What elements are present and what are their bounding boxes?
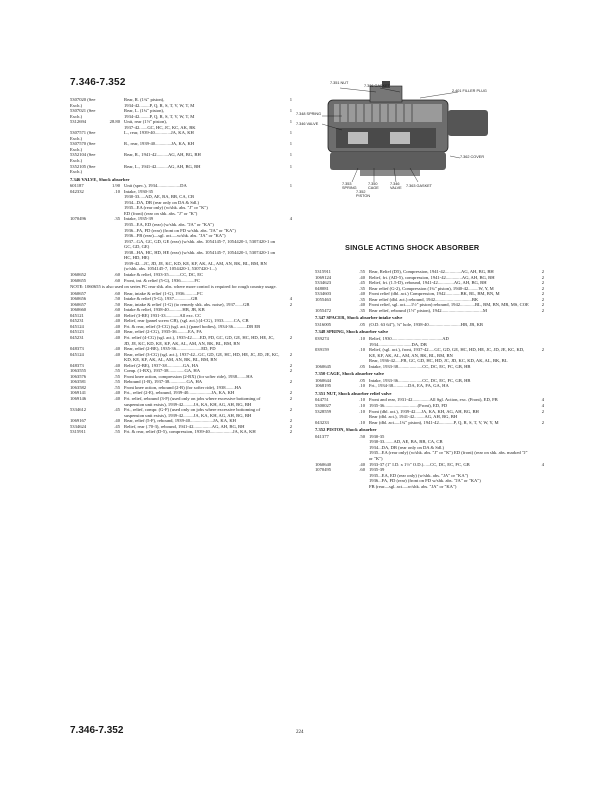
price: .35 — [359, 307, 365, 313]
description: Rear (dbl. act.—1¾" piston), 1941-42.............P, Q, R, S, T, V, W, Y, M — [369, 419, 499, 425]
price: .50 — [114, 296, 120, 302]
quantity — [532, 467, 544, 489]
part-entry — [70, 108, 292, 119]
price: .45 — [114, 423, 120, 429]
quantity: 2 — [289, 418, 292, 424]
part-entry — [315, 308, 544, 314]
description: Front knee action, rebound (2-B) (for softer ride), 1938........HA — [124, 384, 242, 390]
price: .05 — [359, 321, 365, 327]
description: Unit (spec.), 1934....................DA — [124, 183, 187, 189]
part-number: 039159 — [315, 347, 329, 353]
part-number: 1063581 — [70, 379, 87, 385]
quantity: 2 — [289, 407, 292, 413]
quantity: 2 — [289, 395, 292, 401]
quantity: 1 — [289, 97, 292, 102]
quantity: 4 — [541, 397, 544, 403]
part-entry — [315, 364, 544, 370]
description: Unit, rear (1½" piston), 1937-42.......GC, HC, JC, KC, AK, BK — [124, 119, 196, 130]
part-entry — [70, 429, 292, 435]
description: Relief, 1930............................................AD 1934.............................DA, DB — [369, 336, 449, 347]
description: Frt. relief (4-CG) (sgl. act.), 1935-42.......ED, FD, GC, GD, GE, HC, HD, HE, JC, JD, JE, KC, KD, KE, KF, AK, AL, AM, AN, BK, BL, BM, BN — [124, 334, 275, 346]
part-number: 5352104 (See Exch.) — [70, 152, 96, 164]
part-entry — [315, 467, 544, 489]
part-entry — [70, 119, 292, 130]
part-entry — [70, 141, 292, 152]
price: .10 — [359, 419, 365, 425]
price: .40 — [114, 318, 120, 324]
description: Frt. & rear, relief (3-CG) (sgl. act.) (panel bodies), 1934-36............DB EB — [124, 323, 261, 329]
label-cover: 7.362 COVER — [460, 155, 485, 159]
price: .10 — [359, 336, 365, 342]
section-heading: 7.352 PISTON, Shock absorber — [315, 427, 377, 433]
price: .40 — [114, 346, 120, 352]
part-number: 5334623 — [315, 280, 332, 286]
description: Frt., 1934-38.............DA, EA, FA, GA, HA — [369, 383, 449, 389]
part-number: 045231 — [70, 334, 84, 340]
quantity: 2 — [289, 351, 292, 357]
description: Relief (3-RE) 1931-33............All exc. CC — [124, 312, 202, 318]
quantity: 2 — [289, 429, 292, 435]
quantity — [280, 189, 292, 217]
part-number: 1063582 — [70, 384, 87, 390]
part-number: 044751 — [315, 397, 329, 403]
part-number: 1070496 — [70, 216, 87, 222]
price: .55 — [114, 379, 120, 385]
price — [104, 164, 124, 175]
price: .40 — [114, 323, 120, 329]
description: Rear, relief (5-F), rebound, 1939-40....................JA, KA, KH — [124, 418, 236, 424]
label-gasket-bottom: 7.363 GASKET — [406, 184, 432, 188]
part-number: 1069141 — [70, 390, 87, 396]
quantity: 2 — [541, 269, 544, 274]
shock-absorber-diagram — [296, 78, 515, 198]
part-number: 045124 — [70, 323, 84, 329]
label-spring-left: 7.348 SPRING — [296, 112, 322, 116]
description: Rear, R., 1941-42..........AG, AH, BG, BH — [124, 152, 201, 158]
label-valve-left: 7.346 VALVE — [296, 122, 319, 126]
description: Front, int. & relief (5-G), 1936............FC — [124, 277, 201, 283]
quantity: 2 — [541, 296, 544, 302]
description: Intake & relief, 1938-40............HB, JB, KB — [124, 307, 205, 313]
description: Front relief (dbl. act.) Compression, 1942.............BK, BL, BM, BN, M — [369, 291, 500, 297]
price: .40 — [114, 362, 120, 368]
part-entry — [70, 164, 292, 175]
quantity: 2 — [289, 423, 292, 429]
section-heading: 7.348 SPRING, Shock absorber valve — [315, 329, 389, 335]
description: 1935-36.............................(Front), ED, FD — [369, 403, 448, 409]
quantity: 2 — [289, 379, 292, 385]
part-number: 5334612 — [70, 407, 87, 413]
price: .40 — [359, 461, 365, 467]
description: Frt. & rear, relief (D-5), compression, 1939-40....................JA, KA, KH — [124, 429, 256, 435]
description: Intake & relief (5-G), 1937...............GB — [124, 296, 198, 302]
part-entry — [70, 278, 292, 284]
part-number: 1060660 — [70, 307, 87, 313]
description: Intake & relief, 1933-35..........CC, DC, EC — [124, 271, 204, 277]
price: .40 — [359, 291, 365, 297]
part-number: 048081 — [315, 285, 329, 291]
description: Relief (2-BE), 1937-38..............GA, HA — [124, 362, 199, 368]
price: .10 — [359, 347, 365, 353]
description: Intake, 1933-36.....................CC, DC, EC, FC, GB, HB — [369, 377, 471, 383]
part-number: 5328559 — [315, 408, 332, 414]
price — [104, 108, 124, 119]
price: .40 — [114, 351, 120, 357]
part-number: 045123 — [70, 329, 84, 335]
quantity: 2 — [541, 285, 544, 291]
part-number: 1060640 — [315, 461, 332, 467]
price: .10 — [359, 397, 365, 403]
price: .10 — [359, 383, 365, 389]
part-number: 1069124 — [315, 274, 332, 280]
description: Relief, frt. (1.5-D), rebound, 1941-42..............AG, AH, BG, BH — [369, 280, 487, 286]
price: .40 — [114, 418, 120, 424]
part-number: 1068195 — [315, 383, 332, 389]
part-number: 041377 — [315, 433, 329, 439]
label-valve-bottom: 7.346 VALVE — [390, 182, 402, 190]
part-entry — [315, 420, 544, 426]
part-number: 1063576 — [70, 373, 87, 379]
description: Rear relief, rebound (1½" piston), 1942....................................M — [369, 307, 487, 313]
description: Rear relief (dbl. act.) rebound, 1942................................BK — [369, 296, 479, 302]
quantity: 2 — [541, 274, 544, 280]
quantity: 1 — [289, 163, 292, 169]
description: Rear, intake & relief (1-G), 1936...........FC — [124, 290, 203, 296]
quantity: 2 — [541, 419, 544, 425]
part-number: 045121 — [70, 312, 84, 318]
part-number: 1063555 — [70, 368, 87, 374]
part-entry — [315, 347, 544, 364]
description: 1930-35 1930-33........AD, AE, BA, BB, CA, CB 1934...DA, DB (rear only on DA & Sdl.) 1935...EA (rear only) (w/shk. abs. "J" or "K") ED (front) (rear on shk. abs. marked "J" or "K") — [369, 433, 528, 461]
quantity: 2 — [541, 302, 544, 308]
description: Relief, rear (panel screw CB), (sgl. act.) (4-CG), 1933.........CA, CB — [124, 318, 249, 324]
description: Front (dbl. act.), 1939-42.....JA, KA, KH, AG, AH, BG, BH Rear (dbl. act.), 1941-42.........AG, AH, BG, BH — [369, 408, 479, 420]
price: .45 — [114, 407, 120, 413]
quantity: 2 — [289, 362, 292, 368]
price: .60 — [359, 467, 365, 473]
part-entry — [315, 336, 544, 347]
part-entry — [315, 383, 544, 389]
part-number: 601187 — [70, 183, 84, 189]
description: Comp. (1-BX), 1937-38..............GA, HA — [124, 368, 201, 374]
quantity — [532, 322, 544, 328]
description: Rear, relief (2-BE), 1935-36......................ED, FD — [124, 346, 216, 352]
part-number: 5352105 (See Exch.) — [70, 163, 96, 175]
right-column — [315, 269, 544, 489]
description: Front knee action, compression (2-BX) (for softer ride), 1938........HA — [124, 373, 253, 379]
description: Intake, 1935-39 1935...EA, ED (rear) (w/shk. abs. "JA" or "KA") 1936...FA, FD (rear) (front on FD w/shk. abs. "JA" or "KA") 1936...FB (rear)—sgl. act.—w/shk. abs. "JA" or "KA") 1937...GA, GC, GD, GE (rear) (w/shk. abs. 1054145-7, 1054420-1, 5307420-1 on GC, GD, GE) 1938...HA, HC, HD, HE (rear) (w/shk. abs. 1054145-7, 1054420-1, 5307420-1 on HC, HD, HE) 1939-42....JC, JD, JE, KC, KD, KE, KF, AK, AL, AM, AN, BK, BL, BM, BN (w/shk. abs. 1054145-7, 1054420-1, 5307420-1...) — [124, 216, 276, 272]
description: Rear relief (G-2), Compression (1¾" piston), 1940-42.........W, Y, M — [369, 285, 494, 291]
description: Relief, rear (.70-3), rebound, 1941-42................AG, AH, BG, BH — [124, 423, 245, 429]
price — [104, 97, 124, 108]
price: .60 — [114, 271, 120, 277]
quantity: 2 — [289, 368, 292, 374]
quantity: 2 — [541, 408, 544, 414]
price: .40 — [114, 329, 120, 335]
part-entry — [70, 130, 292, 141]
quantity: 1 — [289, 119, 292, 125]
label-nut: 7.351 NUT — [330, 81, 349, 85]
part-entry — [70, 189, 292, 217]
price: .40 — [359, 302, 365, 308]
quantity: 1 — [289, 183, 292, 189]
price — [104, 130, 124, 141]
part-entry — [315, 409, 544, 420]
quantity — [532, 434, 544, 462]
price: .60 — [114, 277, 120, 283]
quantity: 4 — [289, 296, 292, 302]
section-heading: 7.347 SPACER, Shock absorber intake valve — [315, 315, 403, 321]
description: Rear, intake & relief (1-G) (to remedy shk. abs. noise), 1937.......GB — [124, 301, 250, 307]
price: .55 — [114, 373, 120, 379]
description: Front relief, sgl. act.—1½" piston) rebound, 1942.............BL, BM, BN, MR, MS, COE — [369, 302, 529, 308]
label-spring-bottom: 7.353 SPRING — [342, 182, 357, 190]
part-number: 048373 — [70, 346, 84, 352]
part-number: 5315911 — [315, 269, 331, 274]
part-number: 042332 — [70, 188, 84, 194]
part-number: 5307021 (See Exch.) — [70, 108, 96, 119]
label-filler-plug: 2.401 FILLER PLUG — [452, 89, 487, 93]
price: .40 — [114, 312, 120, 318]
part-number: 1060656 — [70, 296, 87, 302]
part-number: 5307020 (See Exch.) — [70, 97, 96, 108]
part-number: 043233 — [315, 419, 329, 425]
part-number: 5315911 — [70, 429, 86, 435]
label-cage: 7.350 CAGE — [368, 182, 379, 190]
left-column — [70, 97, 292, 435]
part-number: 1055463 — [315, 296, 332, 302]
part-number: 5307570 (See Exch.) — [70, 141, 96, 152]
description: 1933-37 (1" I.D. x 1½" O.D.)......CC, DC, EC, FC, GB — [369, 461, 470, 467]
quantity: 2 — [541, 291, 544, 297]
quantity: 2 — [541, 307, 544, 313]
quantity: 2 — [289, 334, 292, 340]
description: 1935-39 1935...EA, ED (rear only) (w/shk. abs. "JA" or "KA") 1936...FA, FD (rear) (front on FD w/shk. abs. "JA" or "KA") FB (rear—sgl. act.—w/shk. abs. "JA" or "KA") — [369, 467, 481, 489]
price: .10 — [114, 188, 120, 194]
part-number: 1055472 — [315, 307, 332, 313]
section-heading: 7.350 CAGE, Shock absorber valve — [315, 371, 385, 377]
part-number: 5334603 — [315, 291, 332, 297]
description: Rear, Relief (D5), Compression, 1941-42..............AG, AH, BG, BH — [369, 269, 494, 274]
price: .10 — [359, 403, 365, 409]
section-title: SINGLE ACTING SHOCK ABSORBER — [345, 243, 480, 252]
label-gasket-top: 7.386 GASKET — [364, 84, 390, 88]
page-header: 7.346-7.352 — [70, 77, 126, 88]
quantity: 2 — [541, 347, 544, 353]
part-entry — [70, 97, 292, 108]
description: L., rear, 1939-40..............JA, KA, KH — [124, 130, 194, 136]
price: .05 — [359, 377, 365, 383]
price: .55 — [114, 384, 120, 390]
price: .50 — [114, 301, 120, 307]
part-number: 5307571 (See Exch.) — [70, 130, 96, 141]
part-number: 5300027 — [315, 403, 332, 409]
label-piston: 7.352 PISTON — [356, 190, 371, 198]
shock-absorber-illustration — [300, 78, 515, 198]
quantity: 2 — [289, 390, 292, 396]
description: Rear, L., 1941-42..........AG, AH, BG, BH — [124, 163, 201, 169]
price: .55 — [359, 269, 365, 274]
quantity — [280, 278, 292, 284]
part-entry — [315, 322, 544, 328]
page-number: 224 — [296, 730, 304, 735]
quantity: 1 — [289, 130, 292, 136]
description: (O.D. 63 64"), ⅛" hole, 1938-40............................HB, JB, KB — [369, 321, 483, 327]
price: .60 — [114, 307, 120, 313]
description: Rear, R. (1¾" piston), 1934-42.........P, Q, R, S, T, V, W, T, M — [124, 97, 195, 108]
part-number: 1060644 — [315, 377, 332, 383]
quantity: 4 — [289, 216, 292, 222]
description: R., rear, 1939-40..............JA, KA, KH — [124, 141, 195, 147]
part-entry — [70, 407, 292, 418]
part-number: 1070495 — [315, 467, 332, 473]
part-number: 045124 — [70, 351, 84, 357]
description: Frt., relief (2-E), rebound, 1939-40....................JA, KA, KH — [124, 390, 235, 396]
price: .35 — [359, 296, 365, 302]
price: 28.80 — [109, 119, 120, 125]
price: .45 — [359, 280, 365, 286]
description: Intake, 1933-38.....................CC, DC, EC, FC, GB, HB — [369, 363, 471, 369]
quantity: 4 — [541, 461, 544, 467]
part-number: 1060652 — [70, 271, 87, 277]
description: Rear, L. (1¾" piston), 1934-42.........P, Q, R, S, T, V, W, T, M — [124, 108, 195, 119]
part-entry — [70, 352, 292, 363]
part-entry — [70, 216, 292, 271]
part-number: 5312694 — [70, 119, 87, 125]
part-number: 1060657 — [70, 290, 87, 296]
description: Rebound (1-B), 1937-38...............GA, HA — [124, 379, 203, 385]
price: .40 — [114, 390, 120, 396]
price: .35 — [359, 285, 365, 291]
part-number: 1060657 — [70, 301, 87, 307]
part-number: 048373 — [70, 362, 84, 368]
page-footer: 7.346-7.352 — [70, 725, 124, 736]
quantity: 1 — [289, 141, 292, 147]
part-number: 1069146 — [70, 395, 87, 401]
description: Front and rear, 1931-42...............All Sgl. Action, exc. (Front), ED, FB — [369, 397, 498, 403]
description: Frt. relief, rebound (3-F) (used only on jobs where excessive bottoming of suspension unit exists), 1939-42.........JA, KA, KH, AG, AH, BG, BH — [124, 395, 261, 407]
quantity: 4 — [541, 403, 544, 409]
quantity: 1 — [289, 152, 292, 158]
part-entry — [70, 335, 292, 346]
price: .40 — [114, 395, 120, 401]
quantity: 1 — [289, 108, 292, 114]
price: .55 — [114, 368, 120, 374]
price: .50 — [359, 433, 365, 439]
price: .35 — [114, 216, 120, 222]
price: 1.90 — [111, 183, 120, 189]
price: .55 — [114, 429, 120, 435]
price: .05 — [359, 363, 365, 369]
quantity: 2 — [541, 280, 544, 286]
part-number: 045231 — [70, 318, 84, 324]
description: Relief, (sgl. act.), front, 1937-42.....GC, GD, GE, HC, HD, HE, JC, JD, JE, KC, KD, KE, KF, AK, AL, AM, AN, BK, BL, BM, BN Rear, 1936-42.....FB, GC, GD, HC, HD, JC, JD, KC, KD, AK, AL, BK, BL — [369, 347, 525, 364]
note: NOTE: 1060655 is also used on series FC rear shk. abs. where more control is required for rough country usage. — [70, 284, 277, 290]
description: Frt., relief, compr. (G-F) (used only on jobs where excessive bottoming of suspension unit exists), 1939-42.........JA, KA, KH, AG, AH, BG, BH — [124, 407, 261, 418]
quantity: 2 — [289, 301, 292, 307]
quantity — [532, 336, 544, 347]
part-number: 039274 — [315, 336, 329, 342]
price: .60 — [114, 290, 120, 296]
quantity — [532, 383, 544, 389]
part-entry — [70, 152, 292, 163]
price: .40 — [114, 334, 120, 340]
price: .40 — [359, 274, 365, 280]
section-heading: 7.351 NUT, Shock absorber relief valve — [315, 390, 392, 396]
price — [104, 141, 124, 152]
price: .10 — [359, 408, 365, 414]
part-entry — [70, 396, 292, 407]
part-number: 5334624 — [70, 423, 87, 429]
part-number: 1060655 — [70, 277, 87, 283]
part-number: 1060645 — [315, 363, 332, 369]
quantity — [532, 364, 544, 370]
description: Intake, 1930-35 1930-33.....AD, AE, BA, BB, CA, CB 1934...DA, DB (rear only on DA & Sdl.) 1935...EA (rear only) (w/shk. abs. "J" or "K") ED (front) (rear on shk. abs. "J" or "K") — [124, 188, 208, 216]
description: Rear, relief (2-CG), 1935-36..........EA, FA — [124, 329, 202, 335]
description: Relief, frt. (AD-5), compression, 1941-42..............AG, AH, BG, BH — [369, 274, 495, 280]
part-entry — [315, 434, 544, 462]
part-number: 1069167 — [70, 418, 87, 424]
part-number: 5316005 — [315, 321, 332, 327]
price — [104, 152, 124, 163]
section-heading: 7.346 VALVE, Shock absorber — [70, 176, 130, 182]
description: Rear, relief (3-CG) (sgl. act.), 1937-42...GC, GD, GE, HC, HD, HE, JC, JD, JE, KC, KD, KE, KF, AK, AL, AM, AN, BK, BL, BM, BN — [124, 351, 280, 363]
